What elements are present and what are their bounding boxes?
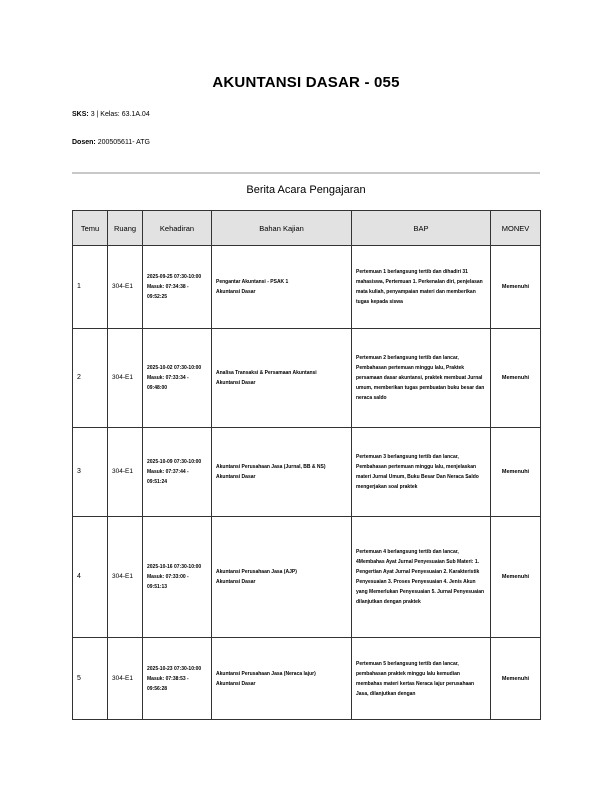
cell-bahan-kajian <box>212 246 352 329</box>
bahan-course: Akuntansi Dasar <box>216 289 256 295</box>
teaching-log-table <box>72 210 541 720</box>
bahan-topic: Akuntansi Perusahaan Jasa (Jurnal, BB & NS) <box>216 464 326 470</box>
bahan-course: Akuntansi Dasar <box>216 380 256 386</box>
cell-kehadiran <box>143 246 212 329</box>
bahan-topic: Akuntansi Perusahaan Jasa (AJP) <box>216 569 297 575</box>
cell-bahan-kajian <box>212 329 352 428</box>
bap-text: Pertemuan 3 berlangsung tertib dan lancar, Pembahasan pertemuan minggu lalu, menjelaskan materi Jurnal Umum, Buku Besar Dan Neraca Saldo mengerjakan soal praktek <box>356 454 479 490</box>
sks-label: SKS: <box>72 111 89 118</box>
course-title: AKUNTANSI DASAR - 055 <box>212 74 400 91</box>
cell-ruang: 304-E1 <box>108 329 143 428</box>
cell-ruang: 304-E1 <box>108 246 143 329</box>
table-row <box>73 329 541 428</box>
cell-kehadiran <box>143 428 212 517</box>
sks-value: 3 | Kelas: 63.1A.04 <box>90 111 150 118</box>
section-title: Berita Acara Pengajaran <box>246 184 366 196</box>
cell-temu: 2 <box>73 329 108 428</box>
kehadiran-text: 2025-10-02 07:30-10:00 Masuk: 07:33:34 - 09:48:00 <box>147 365 202 391</box>
bap-text: Pertemuan 2 berlangsung tertib dan lancar, Pembahasan pertemuan minggu lalu, Praktek persamaan dasar akuntansi, praktek membuat Jurnal umum, memberikan tugas pembuatan buku besar dan neraca saldo <box>356 355 485 401</box>
header-temu: Temu <box>73 211 108 246</box>
table-row <box>73 638 541 720</box>
bahan-course: Akuntansi Dasar <box>216 474 256 480</box>
cell-kehadiran <box>143 638 212 720</box>
dosen-label: Dosen: <box>72 139 96 146</box>
table-row <box>73 428 541 517</box>
cell-bap <box>352 246 491 329</box>
bahan-topic: Analisa Transaksi & Persamaan Akuntansi <box>216 370 317 376</box>
cell-temu: 5 <box>73 638 108 720</box>
cell-bap <box>352 329 491 428</box>
header-bahan-kajian: Bahan Kajian <box>212 211 352 246</box>
table-row <box>73 246 541 329</box>
cell-monev: Memenuhi <box>491 638 541 720</box>
table-row <box>73 517 541 638</box>
cell-bap <box>352 638 491 720</box>
cell-kehadiran <box>143 329 212 428</box>
lecturer-info <box>72 139 150 146</box>
header-monev: MONEV <box>491 211 541 246</box>
header-bap: BAP <box>352 211 491 246</box>
cell-temu: 3 <box>73 428 108 517</box>
kehadiran-text: 2025-09-25 07:30-10:00 Masuk: 07:34:38 - 09:52:25 <box>147 274 202 300</box>
kehadiran-text: 2025-10-16 07:30-10:00 Masuk: 07:33:00 - 09:51:13 <box>147 564 202 590</box>
cell-monev: Memenuhi <box>491 517 541 638</box>
cell-kehadiran <box>143 517 212 638</box>
cell-monev: Memenuhi <box>491 246 541 329</box>
bap-text: Pertemuan 5 berlangsung tertib dan lancar, pembahasan praktek minggu lalu kemudian membahas materi kertas Neraca lajur perusahaan Jasa, dilanjutkan dengan <box>356 660 475 697</box>
cell-bahan-kajian <box>212 517 352 638</box>
cell-ruang: 304-E1 <box>108 517 143 638</box>
cell-bap <box>352 428 491 517</box>
dosen-value: 200505611- ATG <box>97 139 150 146</box>
bahan-topic: Akuntansi Perusahaan Jasa (Neraca lajur) <box>216 670 316 677</box>
cell-bahan-kajian <box>212 638 352 720</box>
kehadiran-text: 2025-10-09 07:30-10:00 Masuk: 07:37:44 - 09:51:24 <box>147 459 202 485</box>
cell-bahan-kajian <box>212 428 352 517</box>
cell-monev: Memenuhi <box>491 329 541 428</box>
bap-text: Pertemuan 4 berlangsung tertib dan lancar, 4Membahas Ayat Jurnal Penyesuaian Sub Materi: 1. Pengertian Ayat Jurnal Penyesuaian 2. Karakteristik Penyesuaian 3. Proses Penyesuaian 4. Jenis Akun yang Memerlukan Penyesuaian 5. Jurnal Penyesuaian dilanjutkan dengan praktek <box>356 549 485 605</box>
header-kehadiran: Kehadiran <box>143 211 212 246</box>
section-divider <box>72 172 540 174</box>
bahan-course: Akuntansi Dasar <box>216 680 256 687</box>
cell-temu: 4 <box>73 517 108 638</box>
bap-text: Pertemuan 1 berlangsung tertib dan dihadiri 31 mahasiswa, Pertemuan 1. Perkenalan diri, penjelasan mata kuliah, penyampaian materi dan memberikan tugas kepada siswa <box>356 269 483 305</box>
cell-monev: Memenuhi <box>491 428 541 517</box>
cell-temu: 1 <box>73 246 108 329</box>
cell-ruang: 304-E1 <box>108 638 143 720</box>
bahan-course: Akuntansi Dasar <box>216 579 256 585</box>
sks-class-info <box>72 111 150 118</box>
bahan-topic: Pengantar Akuntansi - PSAK 1 <box>216 279 289 285</box>
table-header-row <box>73 211 541 246</box>
cell-bap <box>352 517 491 638</box>
kehadiran-text: 2025-10-23 07:30-10:00 Masuk: 07:38:53 - 09:56:28 <box>147 665 202 692</box>
header-ruang: Ruang <box>108 211 143 246</box>
cell-ruang: 304-E1 <box>108 428 143 517</box>
